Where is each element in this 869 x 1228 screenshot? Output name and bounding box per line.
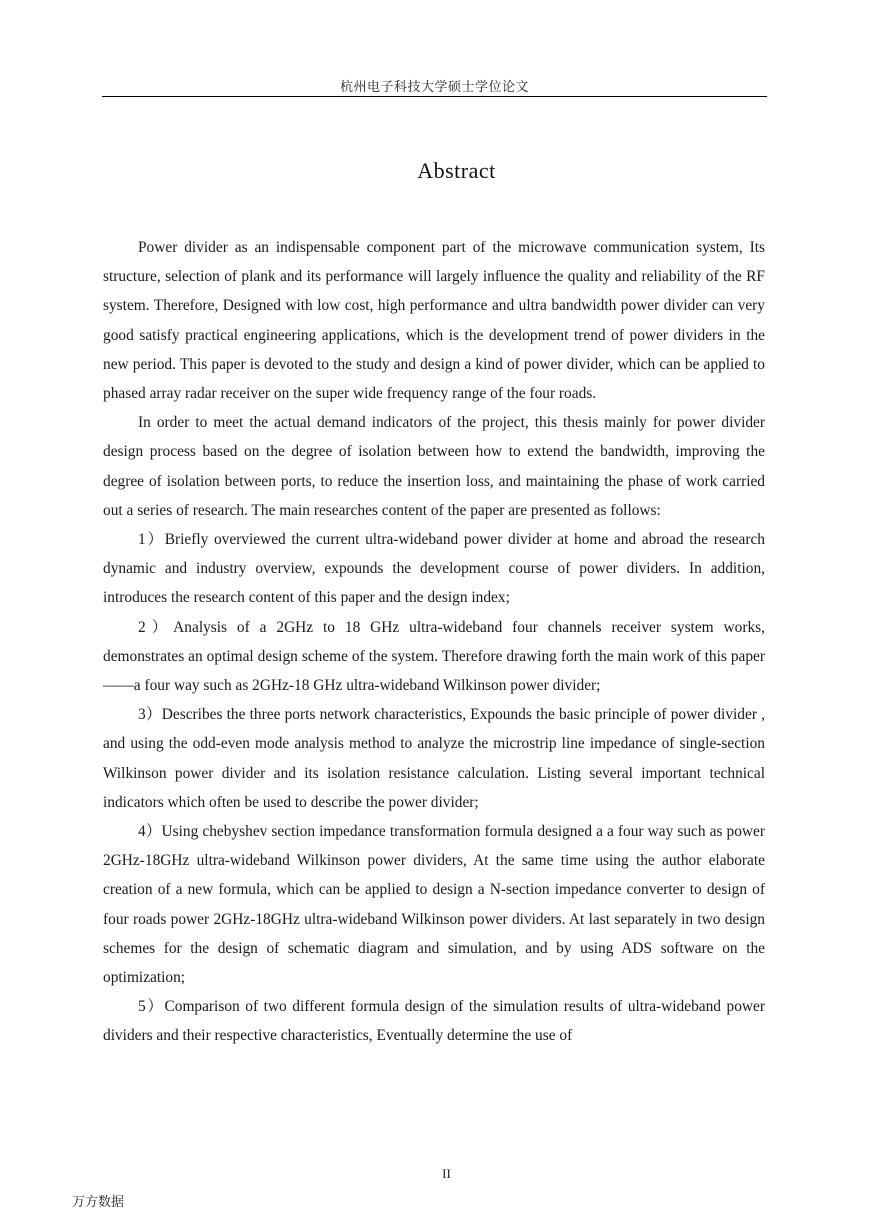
paragraph-item-1: 1）Briefly overviewed the current ultra-wideband power divider at home and abroad the research dynamic and industry overview, expounds the development course of power dividers. In addition, introduces the research content of this paper and the design index; [103, 531, 765, 607]
abstract-title: Abstract [417, 158, 496, 183]
paragraph-item-5: 5）Comparison of two different formula design of the simulation results of ultra-wideband power dividers and their respective characteristics, Eventually determine the use of [103, 998, 765, 1045]
running-header: 杭州电子科技大学硕士学位论文 [339, 80, 529, 95]
paragraph-item-3: 3）Describes the three ports network characteristics, Expounds the basic principle of power divider , and using the odd-even mode analysis method to analyze the microstrip line impedance of single-section Wilkinson power divider and its isolation resistance calculation. Listing several important technical indicators which often be used to describe the power divider; [103, 706, 765, 811]
paragraph-objectives: In order to meet the actual demand indicators of the project, this thesis mainly for power divider design process based on the degree of isolation between how to extend the bandwidth, improving the degree of isolation between ports, to reduce the insertion loss, and maintaining the phase of work carried out a series of research. The main researches content of the paper are presented as follows: [103, 414, 765, 519]
page-number: II [442, 1166, 451, 1181]
source-watermark: 万方数据 [72, 1195, 125, 1210]
paragraph-item-2: 2）Analysis of a 2GHz to 18 GHz ultra-wideband four channels receiver system works, demonstrates an optimal design scheme of the system. Therefore drawing forth the main work of this paper ——a four way such as 2GHz-18 GHz ultra-wideband Wilkinson power divider; [103, 618, 765, 695]
header-rule [102, 96, 767, 97]
abstract-body [103, 233, 765, 1051]
paragraph-intro: Power divider as an indispensable component part of the microwave communication system, Its structure, selection of plank and its performance will largely influence the quality and reliability of the RF system. Therefore, Designed with low cost, high performance and ultra bandwidth power divider can very good satisfy practical engineering applications, which is the development trend of power dividers in the new period. This paper is devoted to the study and design a kind of power divider, which can be applied to phased array radar receiver on the super wide frequency range of the four roads. [103, 239, 765, 403]
paragraph-item-4: 4）Using chebyshev section impedance transformation formula designed a a four way such as power 2GHz-18GHz ultra-wideband Wilkinson power dividers, At the same time using the author elaborate creation of a new formula, which can be applied to design a N-section impedance converter to design of four roads power 2GHz-18GHz ultra-wideband Wilkinson power dividers. At last separately in two design schemes for the design of schematic diagram and simulation, and by using ADS software on the optimization; [103, 823, 765, 987]
